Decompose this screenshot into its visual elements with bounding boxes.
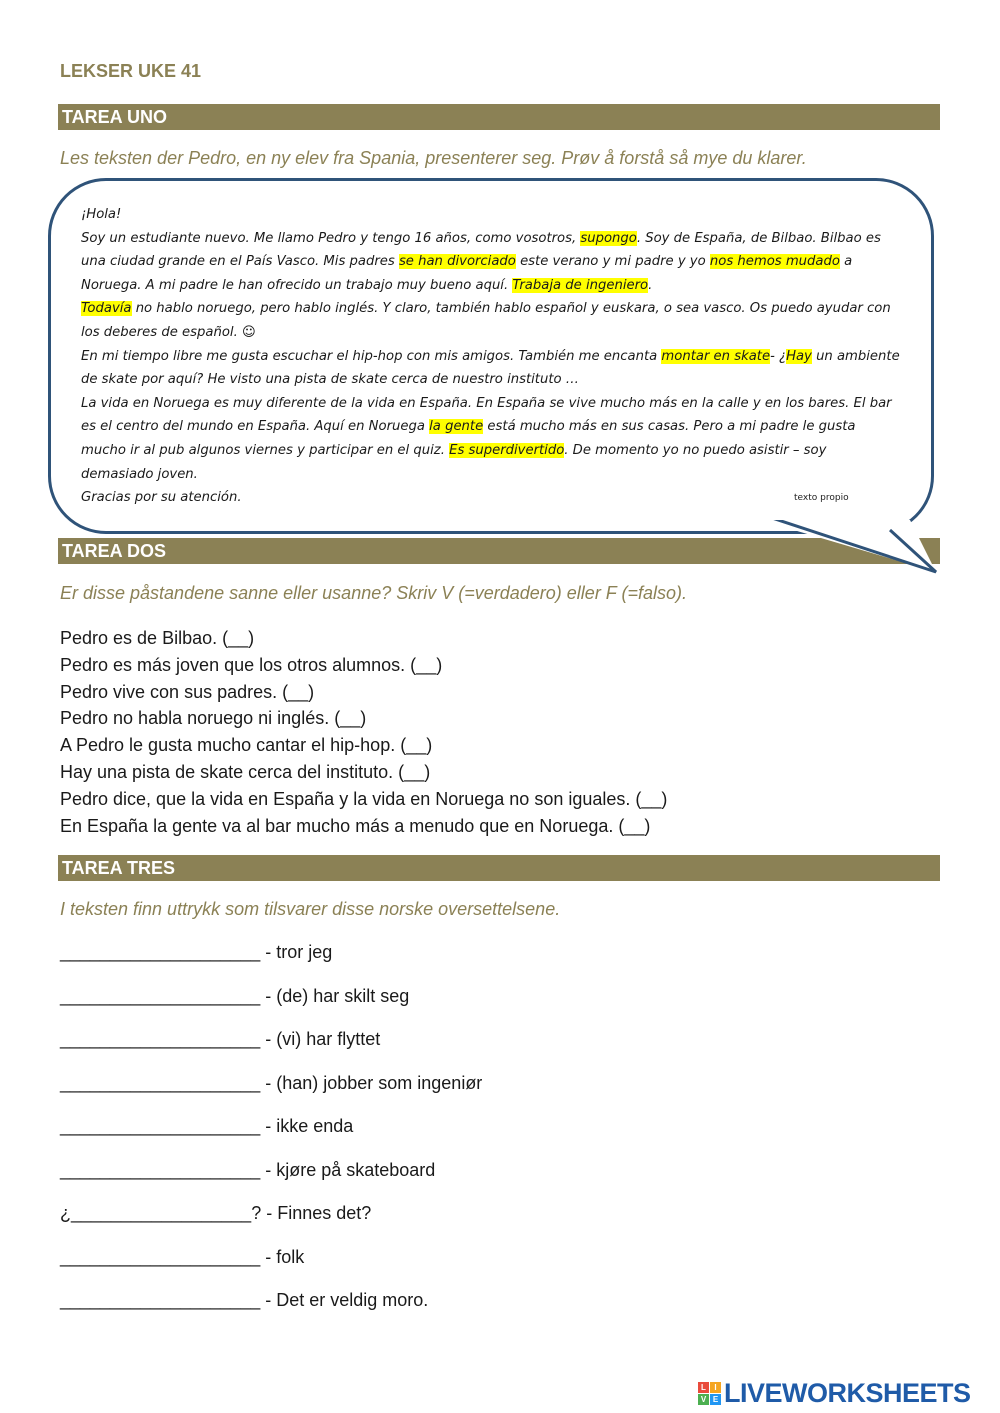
statement-item[interactable]: Hay una pista de skate cerca del instituto. (__): [60, 761, 431, 782]
pedro-letter: [81, 203, 903, 510]
expression-item[interactable]: ¿__________________? - Finnes det?: [60, 1203, 372, 1223]
highlight-phrase: supongo: [580, 230, 637, 246]
expression-item[interactable]: ____________________ - Det er veldig moro.: [60, 1290, 429, 1310]
letter-paragraph-3: En mi tiempo libre me gusta escuchar el hip-hop con mis amigos. También me encanta montar en skate- ¿Hay un ambiente de skate por aquí? He visto una pista de skate cerca de nuestro instituto …: [81, 348, 900, 388]
instruction-tarea-uno: Les teksten der Pedro, en ny elev fra Spania, presenterer seg. Prøv å forstå så mye du klarer.: [60, 148, 807, 168]
speech-bubble-tail: [760, 520, 960, 580]
letter-source: texto propio: [794, 493, 849, 503]
statement-item[interactable]: Pedro dice, que la vida en España y la vida en Noruega no son iguales. (__): [60, 788, 668, 809]
statement-item[interactable]: Pedro no habla noruego ni inglés. (__): [60, 708, 367, 729]
statement-item[interactable]: En España la gente va al bar mucho más a menudo que en Noruega. (__): [60, 815, 651, 836]
section-title-tarea-tres: TAREA TRES: [58, 855, 940, 881]
page-title: LEKSER UKE 41: [60, 61, 202, 81]
liveworksheets-logo-icon: L I V E: [698, 1382, 721, 1405]
letter-paragraph-2: Todavía no hablo noruego, pero hablo inglés. Y claro, también hablo español y euskara, o sea vasco. Os puedo ayudar con los deberes de español. ☺: [81, 301, 891, 340]
statement-item[interactable]: A Pedro le gusta mucho cantar el hip-hop. (__): [60, 735, 433, 756]
letter-paragraph-4: La vida en Noruega es muy diferente de la vida en España. En España se vive mucho más en la calle y en los bares. El bar es el centro del mundo en España. Aquí en Noruega la gente está mucho más en sus casas. Pero a mi padre le gusta mucho ir al pub algunos viernes y participar en el quiz. Es superdivertido. De momento yo no puedo asistir – soy demasiado joven.: [81, 395, 892, 482]
instruction-tarea-tres: I teksten finn uttrykk som tilsvarer disse norske oversettelsene.: [60, 899, 561, 919]
expression-item[interactable]: ____________________ - (de) har skilt seg: [60, 985, 410, 1006]
highlight-phrase: Hay: [786, 348, 812, 364]
highlight-phrase: se han divorciado: [398, 254, 516, 270]
expression-item[interactable]: ____________________ - (han) jobber som ingeniør: [60, 1072, 483, 1093]
section-title-tarea-uno: TAREA UNO: [58, 104, 940, 130]
liveworksheets-logo[interactable]: [698, 1378, 971, 1409]
instruction-tarea-dos: Er disse påstandene sanne eller usanne? Skriv V (=verdadero) eller F (=falso).: [60, 583, 688, 603]
highlight-phrase: montar en skate: [661, 348, 771, 364]
highlight-phrase: nos hemos mudado: [709, 254, 840, 270]
statement-item[interactable]: Pedro es más joven que los otros alumnos. (__): [60, 654, 443, 675]
expression-item[interactable]: ____________________ - kjøre på skateboard: [60, 1159, 436, 1180]
statement-item[interactable]: Pedro es de Bilbao. (__): [60, 628, 255, 648]
highlight-phrase: Trabaja de ingeniero: [512, 277, 649, 293]
statement-item[interactable]: Pedro vive con sus padres. (__): [60, 681, 315, 702]
expression-item[interactable]: ____________________ - (vi) har flyttet: [60, 1029, 381, 1049]
highlight-phrase: la gente: [429, 419, 484, 435]
section-title-tarea-dos: TAREA DOS: [58, 538, 940, 564]
letter-closing: Gracias por su atención.: [81, 490, 242, 506]
statement-list: [60, 625, 667, 839]
highlight-phrase: Todavía: [81, 301, 132, 317]
expression-item[interactable]: ____________________ - tror jeg: [60, 942, 333, 962]
expression-item[interactable]: ____________________ - ikke enda: [60, 1116, 354, 1136]
letter-greeting: ¡Hola!: [81, 207, 122, 222]
highlight-phrase: Es superdivertido: [449, 442, 565, 458]
letter-paragraph-1: Soy un estudiante nuevo. Me llamo Pedro y tengo 16 años, como vosotros, supongo. Soy de España, de Bilbao. Bilbao es una ciudad grande en el País Vasco. Mis padres se han divorciado este verano y mi padre y yo nos hemos mudado a Noruega. A mi padre le han ofrecido un trabajo muy bueno aquí. Trabaja de ingeniero.: [81, 230, 881, 293]
liveworksheets-logo-text: LIVEWORKSHEETS: [724, 1378, 971, 1408]
expression-item[interactable]: ____________________ - folk: [60, 1246, 305, 1267]
expression-list: [60, 942, 482, 1334]
